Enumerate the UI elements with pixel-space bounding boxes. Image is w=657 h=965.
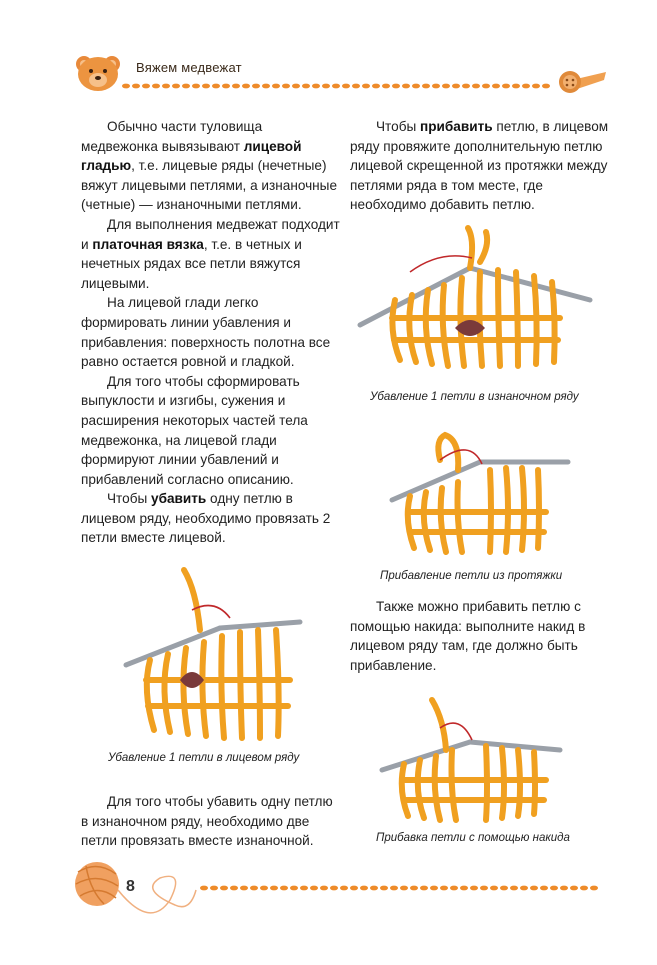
knitting-illustration-yarnover-increase — [382, 700, 560, 820]
knitting-illustration-bar-increase — [392, 435, 568, 552]
caption-purl-decrease: Убавление 1 петли в изнаночном ряду — [370, 391, 579, 403]
running-header-title: Вяжем медвежат — [136, 60, 242, 75]
paragraph: Также можно прибавить петлю с помощью накида: выполните накид в лицевом ряду там, где должно быть прибавление. — [350, 599, 586, 673]
caption-bar-increase: Прибавление петли из протяжки — [380, 570, 563, 582]
right-text-column — [350, 117, 610, 215]
caption-knit-decrease: Убавление 1 петли в лицевом ряду — [108, 752, 300, 764]
header-chain-divider — [122, 84, 550, 89]
paragraph: Чтобы убавить одну петлю в лицевом ряду, необходимо провязать 2 петли вместе лицевой. — [81, 491, 331, 546]
left-text-column — [81, 117, 341, 548]
caption-yarnover-increase: Прибавка петли с помощью накида — [376, 832, 570, 844]
paragraph: Обычно части туловища медвежонка вывязывают лицевой гладью, т.е. лицевые ряды (нечетные) вяжут лицевыми петлями, а изнаночные (четные) — изнаночными петлями. — [81, 119, 338, 213]
yarn-ball-icon — [75, 862, 196, 913]
right-text-column-middle — [350, 597, 610, 675]
bear-face-icon — [76, 56, 120, 91]
page-number: 8 — [126, 878, 135, 895]
footer-chain-divider — [200, 886, 598, 891]
paragraph: Для того чтобы сформировать выпуклости и изгибы, сужения и расширения некоторых частей тела медвежонка, на лицевой глади формируют линии убавлений и прибавлений согласно описанию. — [81, 373, 308, 487]
knitting-illustration-purl-decrease — [360, 228, 590, 366]
left-text-column-bottom — [81, 792, 343, 851]
paragraph: Чтобы прибавить петлю, в лицевом ряду провяжите дополнительную петлю лицевой скрещенной из протяжки между петлями ряда в том месте, где необходимо добавить петлю. — [350, 119, 609, 213]
button-icon — [559, 71, 606, 93]
paragraph: Для того чтобы убавить одну петлю в изнаночном ряду, необходимо две петли провязать вместе изнаночной. — [81, 794, 333, 849]
paragraph: Для выполнения медвежат подходит и платочная вязка, т.е. в четных и нечетных рядах все петли вяжутся лицевыми. — [81, 216, 340, 291]
knitting-illustration-knit-decrease — [126, 570, 300, 738]
paragraph: На лицевой глади легко формировать линии убавления и прибавления: поверхность полотна все равно остается ровной и гладкой. — [81, 295, 331, 370]
